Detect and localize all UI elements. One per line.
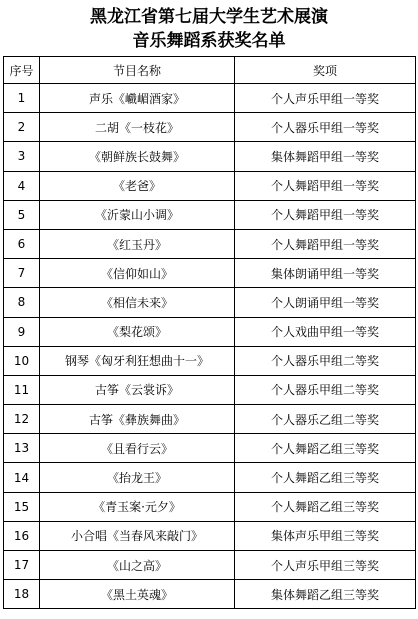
table-row: [4, 142, 416, 171]
table-row: [4, 317, 416, 346]
table-row: [4, 580, 416, 609]
cell-serial: 2: [4, 113, 40, 142]
cell-program: 古筝《云裳诉》: [40, 375, 235, 404]
cell-award: 个人舞蹈甲组一等奖: [235, 171, 416, 200]
header-program: 节目名称: [40, 57, 235, 84]
cell-serial: 18: [4, 580, 40, 609]
cell-serial: 11: [4, 375, 40, 404]
document-subtitle: 音乐舞蹈系获奖名单: [132, 31, 286, 51]
table-row: [4, 405, 416, 434]
table-row: [4, 375, 416, 404]
cell-serial: 7: [4, 259, 40, 288]
cell-program: 《黑土英魂》: [40, 580, 235, 609]
cell-program: 《朝鲜族长鼓舞》: [40, 142, 235, 171]
cell-program: 《老爸》: [40, 171, 235, 200]
cell-award: 个人器乐甲组二等奖: [235, 346, 416, 375]
table-row: [4, 551, 416, 580]
cell-serial: 13: [4, 434, 40, 463]
cell-program: 《红玉丹》: [40, 229, 235, 258]
cell-serial: 17: [4, 551, 40, 580]
cell-serial: 15: [4, 492, 40, 521]
cell-program: 《相信未来》: [40, 288, 235, 317]
cell-program: 二胡《一枝花》: [40, 113, 235, 142]
cell-award: 个人戏曲甲组一等奖: [235, 317, 416, 346]
table-row: [4, 434, 416, 463]
cell-award: 个人声乐甲组一等奖: [235, 84, 416, 113]
table-row: [4, 521, 416, 550]
cell-serial: 8: [4, 288, 40, 317]
cell-award: 个人舞蹈乙组三等奖: [235, 463, 416, 492]
cell-program: 《山之高》: [40, 551, 235, 580]
table-row: [4, 288, 416, 317]
cell-program: 《梨花颂》: [40, 317, 235, 346]
cell-serial: 1: [4, 84, 40, 113]
cell-award: 个人舞蹈乙组三等奖: [235, 434, 416, 463]
cell-program: 《沂蒙山小调》: [40, 200, 235, 229]
table-row: [4, 171, 416, 200]
cell-serial: 9: [4, 317, 40, 346]
cell-award: 集体朗诵甲组一等奖: [235, 259, 416, 288]
cell-serial: 16: [4, 521, 40, 550]
cell-serial: 4: [4, 171, 40, 200]
table-header-row: [4, 57, 416, 84]
cell-program: 《且看行云》: [40, 434, 235, 463]
table-row: [4, 200, 416, 229]
cell-serial: 5: [4, 200, 40, 229]
cell-serial: 6: [4, 229, 40, 258]
awards-table: [3, 56, 416, 609]
cell-award: 集体声乐甲组三等奖: [235, 521, 416, 550]
cell-award: 个人器乐乙组二等奖: [235, 405, 416, 434]
cell-serial: 14: [4, 463, 40, 492]
cell-serial: 10: [4, 346, 40, 375]
cell-award: 个人舞蹈乙组三等奖: [235, 492, 416, 521]
table-row: [4, 229, 416, 258]
cell-award: 个人声乐甲组三等奖: [235, 551, 416, 580]
cell-program: 《信仰如山》: [40, 259, 235, 288]
cell-program: 小合唱《当春风来敲门》: [40, 521, 235, 550]
cell-award: 个人舞蹈甲组一等奖: [235, 200, 416, 229]
cell-program: 《抬龙王》: [40, 463, 235, 492]
cell-program: 钢琴《匈牙利狂想曲十一》: [40, 346, 235, 375]
table-row: [4, 463, 416, 492]
cell-award: 个人舞蹈甲组一等奖: [235, 229, 416, 258]
header-award: 奖项: [235, 57, 416, 84]
cell-award: 集体舞蹈乙组三等奖: [235, 580, 416, 609]
cell-serial: 12: [4, 405, 40, 434]
table-row: [4, 259, 416, 288]
document-title: 黑龙江省第七届大学生艺术展演: [90, 7, 328, 27]
table-row: [4, 346, 416, 375]
cell-program: 《青玉案·元夕》: [40, 492, 235, 521]
cell-award: 个人朗诵甲组一等奖: [235, 288, 416, 317]
header-serial: 序号: [4, 57, 40, 84]
cell-award: 集体舞蹈甲组一等奖: [235, 142, 416, 171]
table-row: [4, 492, 416, 521]
cell-program: 声乐《巇嵋酒家》: [40, 84, 235, 113]
table-row: [4, 84, 416, 113]
cell-serial: 3: [4, 142, 40, 171]
cell-award: 个人器乐甲组一等奖: [235, 113, 416, 142]
cell-award: 个人器乐甲组二等奖: [235, 375, 416, 404]
table-row: [4, 113, 416, 142]
cell-program: 古筝《彝族舞曲》: [40, 405, 235, 434]
